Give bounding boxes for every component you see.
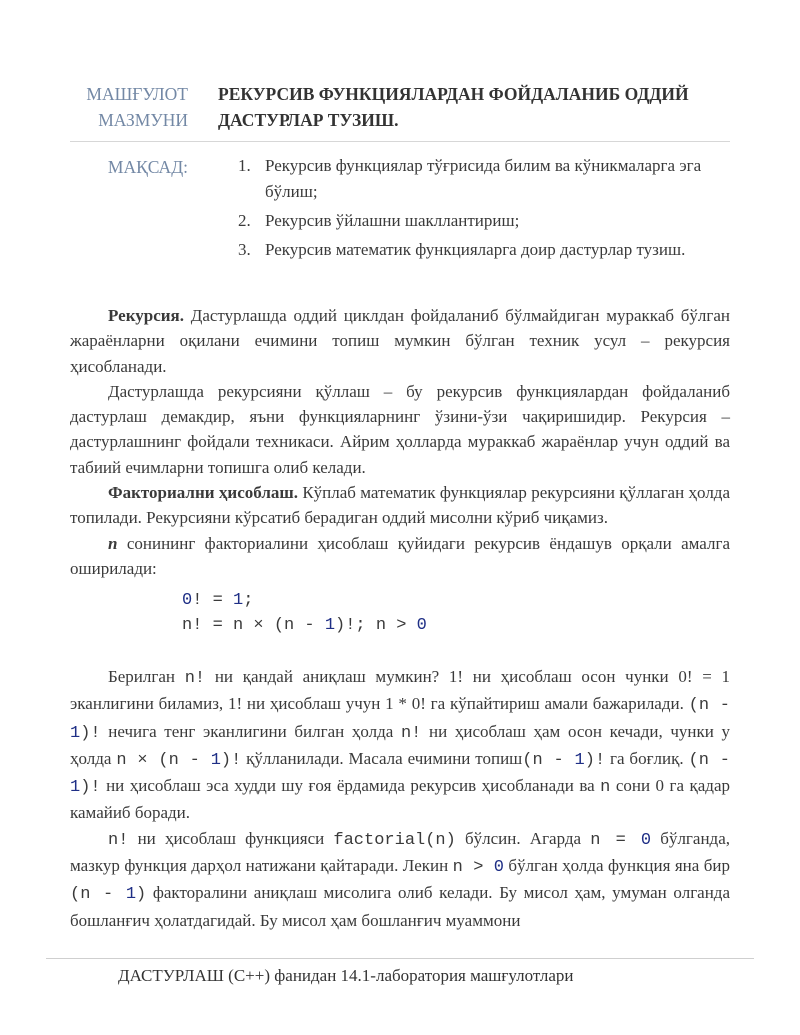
term-recursion: Рекурсия. xyxy=(108,306,185,325)
goal-item xyxy=(238,153,733,205)
explanation-body xyxy=(70,664,730,933)
code-line: 0! = 1; xyxy=(182,591,254,610)
paragraph-factorial-intro xyxy=(70,531,730,582)
header-divider xyxy=(70,141,730,142)
page-title-line1: РЕКУРСИВ ФУНКЦИЯЛАРДАН ФОЙДАЛАНИБ ОДДИЙ xyxy=(218,84,689,104)
term-factorial: Факториални ҳисоблаш. xyxy=(108,483,298,503)
goal-item-text: Рекурсив функциялар тўғрисида билим ва кўникмаларга эга бўлиш; xyxy=(265,156,702,201)
paragraph-text: сонининг факториалини ҳисоблаш қуйидаги рекурсив ёндашув орқали амалга оширилади: xyxy=(70,533,730,578)
goal-item xyxy=(238,208,733,234)
paragraph-explanation: Берилган n! ни қандай аниқлаш мумкин? 1! ни ҳисоблаш осон чунки 0! = 1 эканлигини биламиз, 1! ни ҳисоблаш учун 1 * 0! га кўпайтириш амали бажарилади. (n - 1)! нечига тенг эканлигини билган ҳолда n! ни ҳисоблаш ҳам осон кечади, чунки у ҳолда n × (n - 1)! қўлланилади. Масала ечимини топиш(n - 1)! га боғлиқ. (n - 1)! ни ҳисоблаш эса худди шу ғоя ёрдамида рекурсив ҳисобланади ва n сони 0 га қадар камайиб боради. xyxy=(70,667,731,823)
footer-divider xyxy=(46,958,754,959)
page-footer: ДАСТУРЛАШ (C++) фанидан 14.1-лаборатория машғулотлари xyxy=(118,966,574,985)
variable-n: n xyxy=(108,533,118,553)
code-line: n! = n × (n - 1)!; n > 0 xyxy=(182,615,427,635)
paragraph-factorial xyxy=(70,480,730,531)
goal-label: МАҚСАД: xyxy=(107,157,188,177)
goal-item xyxy=(238,237,733,263)
goal-item-text: Рекурсив математик функцияларга доир дастурлар тузиш. xyxy=(265,240,686,259)
intro-body xyxy=(70,303,730,581)
section-label-line2: МАЗМУНИ xyxy=(98,110,188,130)
paragraph-factorial-function: n! ни ҳисоблаш функцияси factorial(n) бўлсин. Агарда n = 0 бўлганда, мазкур функция дарҳол натижани қайтаради. Лекин n > 0 бўлган ҳолда функция яна бир (n - 1) факторалини аниқлаш мисолига олиб келади. Бу мисол ҳам, умуман олганда бошланғич ҳолатдагидай. Бу мисол ҳам бошланғич муаммони xyxy=(70,828,730,930)
goal-item-number: 3. xyxy=(238,240,251,259)
goal-item-text: Рекурсив ўйлашни шакллантириш; xyxy=(265,211,520,230)
paragraph-text: Дастурлашда оддий циклдан фойдаланиб бўлмайдиган мураккаб бўлган жараёнларни оқилани ечимини топиш мумкин бўлган техник усул – рекурсия ҳисобланади. xyxy=(70,306,730,376)
page-title-line2: ДАСТУРЛАР ТУЗИШ. xyxy=(218,110,399,130)
goal-item-number: 2. xyxy=(238,211,251,230)
paragraph-recursion xyxy=(70,303,730,379)
page-title xyxy=(218,81,758,133)
paragraph-recursion-usage: Дастурлашда рекурсияни қўллаш – бу рекурсив функциялардан фойдаланиб дастурлаш демакдир, яъни функцияларнинг ўзини-ўзи чақиришидир. Рекурсия – дастурлашнинг фойдали техникаси. Айрим ҳолларда мураккаб жараёнлар учун оддий ва табиий ечимларни топишга олиб келади. xyxy=(70,381,730,477)
section-label-line1: МАШҒУЛОТ xyxy=(86,84,188,104)
goal-list xyxy=(238,153,733,266)
code-block xyxy=(182,589,427,638)
paragraph-text: Кўплаб математик функциялар рекурсияни қўллаган ҳолда топилади. Рекурсияни кўрсатиб берадиган оддий мисолни кўриб чиқамиз. xyxy=(70,483,730,528)
section-label xyxy=(86,81,188,133)
goal-item-number: 1. xyxy=(238,156,251,175)
